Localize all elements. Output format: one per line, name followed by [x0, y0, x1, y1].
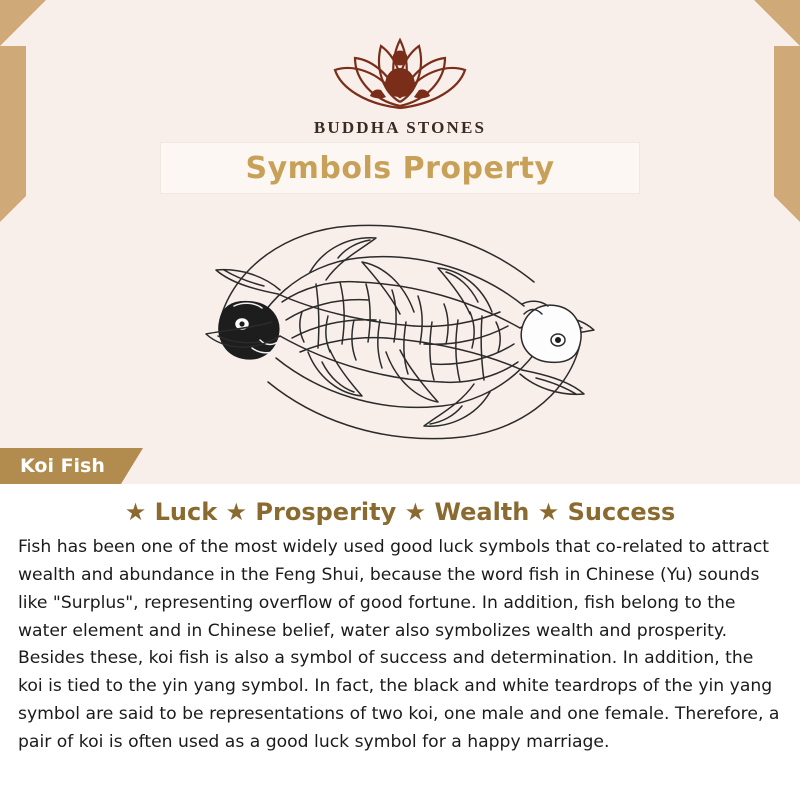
star-icon: ★	[537, 498, 560, 526]
description-panel	[0, 484, 800, 800]
brand-logo	[0, 18, 800, 138]
koi-fish-tag-tip	[121, 448, 143, 484]
koi-fish-tag	[0, 448, 143, 484]
benefit-success: Success	[567, 498, 676, 526]
benefit-prosperity: Prosperity	[255, 498, 397, 526]
page-title: Symbols Property	[245, 150, 555, 186]
brand-name: BUDDHA STONES	[313, 118, 487, 137]
benefit-luck: Luck	[154, 498, 218, 526]
description-text: Fish has been one of the most widely used good luck symbols that co-related to attract wealth and abundance in the Feng Shui, because the word fish in Chinese (Yu) sounds like "Surplus", representing overflow of good fortune. In addition, fish belong to the water element and in Chinese belief, water also symbolizes wealth and prosperity. Besides these, koi fish is also a symbol of success and determination. In addition, the koi is tied to the yin yang symbol. In fact, the black and white teardrops of the yin yang symbol are said to be representations of two koi, one male and one female. Therefore, a pair of koi is often used as a good luck symbol for a happy marriage.	[18, 537, 780, 753]
title-banner	[160, 142, 640, 194]
lotus-meditation-icon	[325, 18, 475, 114]
star-icon: ★	[225, 498, 248, 526]
star-icon: ★	[124, 498, 147, 526]
koi-fish-tag-label: Koi Fish	[0, 448, 121, 484]
star-icon: ★	[404, 498, 427, 526]
koi-illustration	[0, 198, 800, 466]
benefits-tagline	[18, 498, 782, 526]
benefit-wealth: Wealth	[434, 498, 530, 526]
